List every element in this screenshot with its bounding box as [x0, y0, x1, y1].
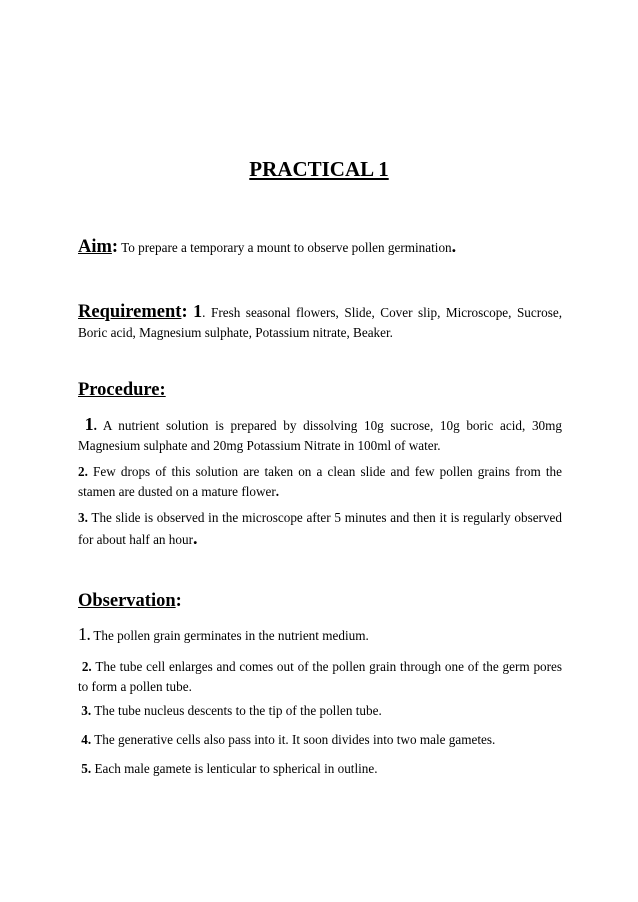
observation-item [78, 624, 562, 646]
aim-section [78, 236, 562, 258]
requirement-text: Fresh seasonal flowers, Slide, Cover slip, Microscope, Sucrose, Boric acid, Magnesium sulphate, Potassium nitrate, Beaker. [78, 305, 563, 340]
procedure-step-number: 2. [78, 464, 88, 479]
observation-item-number: 5. [81, 761, 92, 776]
aim-end: . [451, 236, 457, 256]
procedure-heading: Procedure: [78, 380, 166, 400]
procedure-step-text: Few drops of this solution are taken on a clean slide and few pollen grains from the stamen are dusted on a mature flower [78, 464, 562, 499]
observation-item-number: 4. [81, 732, 92, 747]
procedure-step-dot: . [93, 418, 97, 433]
observation-heading: Observation [78, 591, 176, 611]
observation-item-number: 1 [78, 624, 87, 644]
requirement-number-dot: . [202, 305, 206, 320]
procedure-step-text: The slide is observed in the microscope after 5 minutes and then it is regularly observed for about half an hour [78, 510, 562, 547]
observation-item-text: The pollen grain germinates in the nutrient medium. [93, 628, 369, 643]
page-title [0, 156, 638, 182]
requirement-heading: Requirement [78, 302, 182, 322]
requirement-section [78, 301, 562, 343]
observation-item [78, 701, 562, 721]
requirement-number: 1 [193, 301, 203, 321]
procedure-step [78, 414, 562, 456]
procedure-heading-wrap [78, 378, 166, 403]
observation-item-text: The tube nucleus descents to the tip of the pollen tube. [94, 703, 382, 718]
observation-heading-wrap [78, 589, 182, 614]
aim-colon: : [111, 237, 119, 257]
observation-item-dot: . [87, 628, 91, 643]
requirement-colon: : [181, 302, 188, 322]
observation-item [78, 730, 562, 750]
aim-heading: Aim [78, 237, 112, 257]
page-title-text: PRACTICAL 1 [249, 157, 389, 181]
procedure-step-number: 3. [78, 510, 88, 525]
procedure-step-number: 1 [84, 414, 94, 434]
procedure-step [78, 462, 562, 502]
observation-item-text: The generative cells also pass into it. It soon divides into two male gametes. [94, 732, 496, 747]
observation-item [78, 657, 562, 697]
procedure-step [78, 508, 562, 550]
procedure-step-text: A nutrient solution is prepared by dissolving 10g sucrose, 10g boric acid, 30mg Magnesium sulphate and 20mg Potassium Nitrate in 100ml of water. [78, 418, 562, 453]
observation-item-number: 3. [81, 703, 92, 718]
observation-colon: : [175, 591, 182, 611]
observation-item-text: The tube cell enlarges and comes out of the pollen grain through one of the germ pores to form a pollen tube. [78, 659, 563, 694]
observation-item [78, 759, 562, 779]
observation-item-text: Each male gamete is lenticular to spherical in outline. [94, 761, 378, 776]
procedure-step-end: . [193, 528, 198, 548]
observation-item-number: 2. [81, 659, 92, 674]
procedure-step-end: . [275, 484, 280, 499]
aim-text: To prepare a temporary a mount to observe pollen germination [121, 240, 452, 255]
